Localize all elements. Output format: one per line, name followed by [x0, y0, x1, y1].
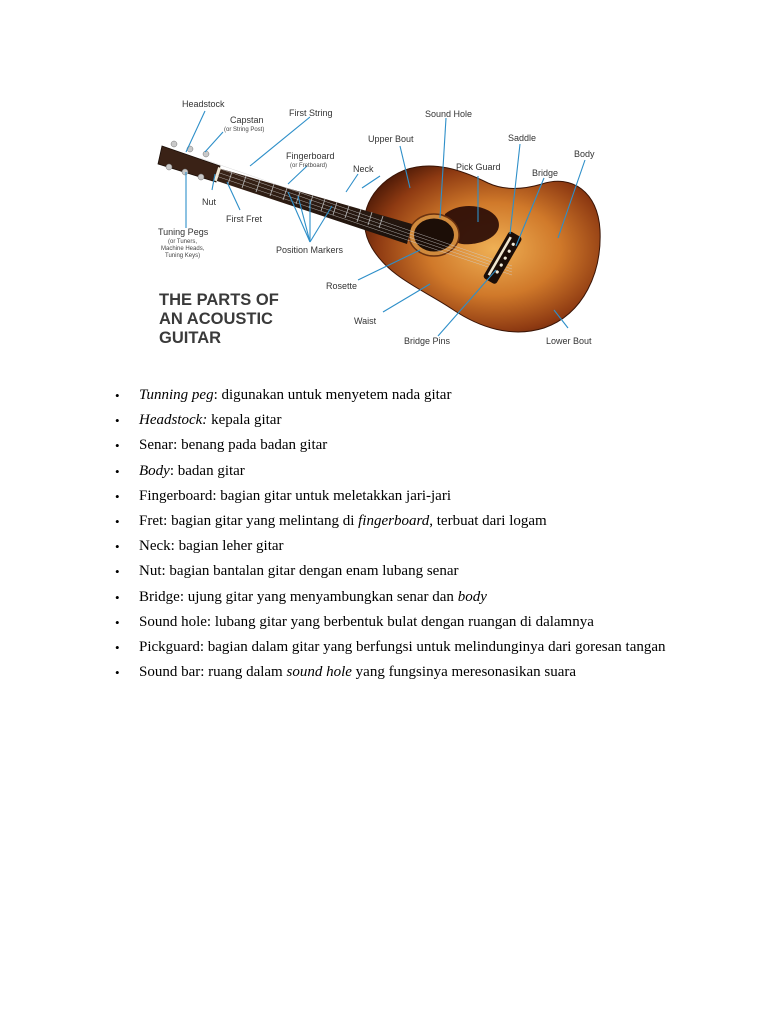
term: Pickguard — [139, 639, 200, 656]
label-pick-guard: Pick Guard — [456, 162, 501, 172]
term: Body — [139, 462, 170, 479]
list-item — [115, 484, 675, 509]
term: Nut — [139, 563, 162, 580]
list-item — [115, 459, 675, 484]
separator: : — [200, 664, 209, 681]
definition: kepala gitar — [211, 412, 282, 429]
label-saddle: Saddle — [508, 133, 537, 143]
separator: : — [173, 437, 182, 454]
separator: : — [213, 387, 222, 403]
label-capstan-sub: (or String Post) — [224, 127, 265, 133]
separator: : — [169, 462, 178, 479]
definition: benang pada badan gitar — [181, 437, 328, 454]
diagram-title-line-1: THE PARTS OF — [159, 291, 279, 309]
label-sound-hole: Sound Hole — [425, 109, 473, 119]
definition-emphasis: sound hole — [286, 664, 352, 681]
label-lower-bout: Lower Bout — [546, 336, 592, 346]
separator: : — [199, 639, 208, 656]
term: Fingerboard — [139, 487, 213, 504]
list-item — [115, 509, 675, 534]
definition-emphasis: body — [457, 588, 487, 605]
separator: : — [212, 487, 221, 504]
term: Fret — [139, 513, 164, 530]
label-bridge-pins: Bridge Pins — [404, 336, 451, 346]
list-item — [115, 534, 675, 559]
definition: bagian bantalan gitar dengan enam lubang senar — [169, 563, 459, 580]
list-item — [115, 559, 675, 584]
label-body: Body — [574, 149, 595, 159]
label-rosette: Rosette — [326, 281, 358, 291]
definition-part: ujung gitar yang menyambungkan senar dan — [187, 588, 458, 605]
definition: bagian leher gitar — [178, 538, 284, 555]
term: Senar — [139, 437, 174, 454]
label-headstock: Headstock — [182, 99, 225, 109]
guitar-body-shape — [365, 166, 601, 332]
definition-part: , terbuat dari logam — [429, 513, 547, 530]
label-tuning-pegs-sub-3: Tuning Keys) — [165, 253, 201, 259]
diagram-title-line-2: AN ACOUSTIC — [159, 310, 273, 328]
label-tuning-pegs-sub-1: (or Tuners, — [168, 239, 198, 245]
diagram-title-line-3: GUITAR — [159, 329, 222, 347]
guitar-diagram-svg — [100, 88, 668, 350]
label-upper-bout: Upper Bout — [368, 134, 414, 144]
list-item — [115, 408, 675, 433]
label-fingerboard-sub: (or Fretboard) — [290, 163, 328, 169]
list-item — [115, 610, 675, 635]
sound-hole-shape — [414, 219, 454, 252]
separator: : — [170, 538, 179, 555]
guitar-parts-list — [115, 383, 675, 685]
label-fingerboard: Fingerboard — [286, 151, 335, 161]
label-waist: Waist — [354, 316, 377, 326]
definition-part: bagian gitar yang melintang di — [171, 513, 359, 530]
guitar-parts-diagram — [100, 88, 668, 350]
separator: : — [179, 588, 188, 605]
term: Tunning peg — [139, 387, 214, 403]
label-position-markers: Position Markers — [276, 245, 344, 255]
definition: digunakan untuk menyetem nada gitar — [221, 387, 452, 403]
definition: bagian gitar untuk meletakkan jari-jari — [220, 487, 451, 504]
label-first-string: First String — [289, 108, 333, 118]
label-nut: Nut — [202, 197, 217, 207]
separator: : — [161, 563, 170, 580]
definition-part: ruang dalam — [208, 664, 287, 681]
definition: bagian dalam gitar yang berfungsi untuk melindunginya dari goresan tangan — [207, 639, 666, 656]
definition: badan gitar — [177, 462, 245, 479]
label-tuning-pegs: Tuning Pegs — [158, 227, 209, 237]
list-item — [115, 585, 675, 610]
label-capstan: Capstan — [230, 115, 264, 125]
definition-emphasis: fingerboard — [358, 513, 430, 530]
label-first-fret: First Fret — [226, 214, 262, 224]
label-neck: Neck — [353, 164, 374, 174]
term: Sound hole — [139, 613, 207, 630]
label-bridge: Bridge — [532, 168, 559, 178]
list-item — [115, 383, 675, 408]
separator: : — [163, 513, 172, 530]
term: Neck — [139, 538, 171, 555]
term: Headstock: — [139, 412, 208, 429]
list-item — [115, 635, 675, 660]
separator: : — [206, 613, 215, 630]
term: Sound bar — [139, 664, 201, 681]
label-tuning-pegs-sub-2: Machine Heads, — [161, 246, 205, 252]
list-item — [115, 660, 675, 685]
definition: lubang gitar yang berbentuk bulat dengan ruangan di dalamnya — [214, 613, 594, 630]
term: Bridge — [139, 588, 180, 605]
definition-part: yang fungsinya meresonasikan suara — [351, 664, 577, 681]
list-item — [115, 433, 675, 458]
